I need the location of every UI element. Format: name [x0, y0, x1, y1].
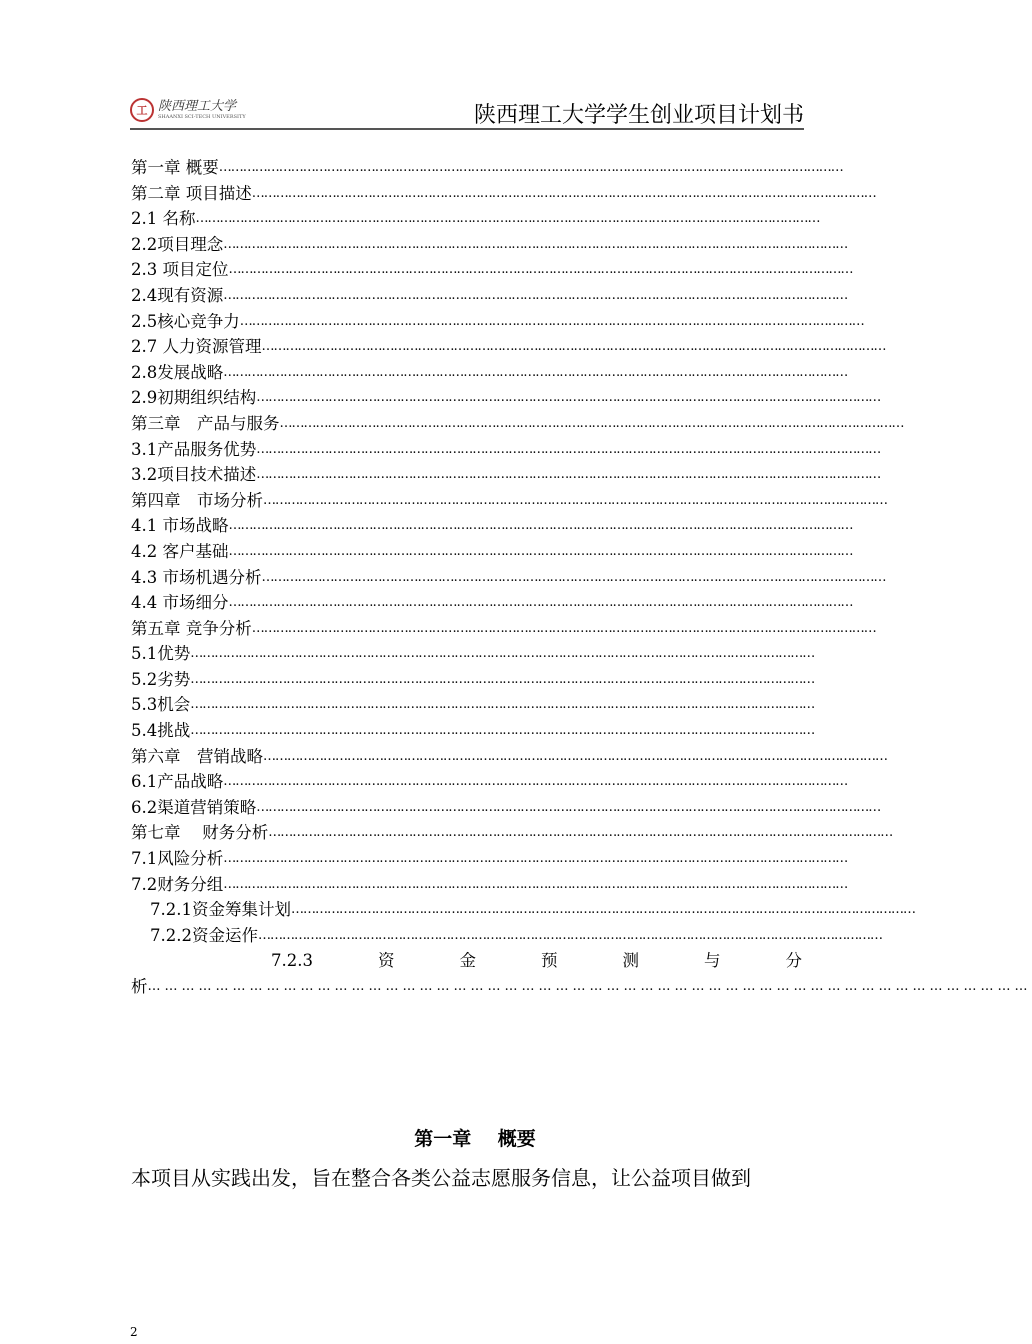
toc-leader: ………………………………………………………………………………………………………………………………………… — [223, 851, 848, 867]
toc-entry[interactable] — [131, 488, 887, 514]
toc-entry-text: 2.3 项目定位 — [131, 260, 229, 280]
toc-entry[interactable] — [131, 948, 802, 974]
toc-entry-text: 3.1产品服务优势 — [131, 439, 257, 459]
toc-entry[interactable] — [131, 309, 864, 335]
toc-entry-text: 2.7 人力资源管理 — [131, 337, 262, 357]
toc-entry-text: 5.4挑战 — [131, 721, 191, 741]
toc-entry-text: 4.1 市场战略 — [131, 516, 229, 536]
toc-leader: ………………………………………………………………………………………………………………………………………… — [190, 646, 815, 662]
toc-leader: ………………………………………………………………………………………………………………………………………… — [251, 185, 876, 201]
toc-leader: ………………………………………………………………………………………………………………………………………… — [239, 313, 864, 329]
toc-entry-text: 析 — [131, 977, 148, 996]
toc-leader: ………………………………………………………………………………………………………………………………………… — [261, 339, 886, 355]
toc-leader: ………………………………………………………………………………………………………………………………………… — [190, 697, 815, 713]
toc-leader: ………………………………………………………………………………………………………………………………………… — [256, 467, 881, 483]
toc-entry[interactable] — [131, 283, 848, 309]
toc-entry-text: 分 — [785, 951, 802, 971]
toc-leader: ………………………………………………………………………………………………………………………………………… — [223, 364, 848, 380]
toc-entry[interactable] — [131, 155, 843, 181]
toc-entry-text: 第四章 市场分析 — [131, 490, 263, 510]
toc-entry-text: 与 — [703, 951, 721, 971]
toc-entry[interactable] — [131, 923, 882, 949]
toc-leader: ………………………………………………………………………………………………………………………………………… — [195, 211, 820, 227]
toc-entry-text: 测 — [622, 951, 639, 971]
toc-entry[interactable] — [131, 565, 886, 591]
toc-entry[interactable] — [131, 181, 876, 207]
toc-entry[interactable] — [131, 692, 815, 718]
toc-leader: ………………………………………………………………………………………………………………………………………… — [223, 287, 848, 303]
toc-entry[interactable] — [131, 590, 853, 616]
toc-entry-text: 资 — [377, 951, 395, 971]
toc-entry-text: 2.1 名称 — [131, 209, 196, 229]
toc-entry-text: 第三章 产品与服务 — [131, 413, 280, 433]
toc-leader: ………………………………………………………………………………………………………………………………………… — [256, 441, 881, 457]
toc-leader: ………………………………………………………………………………………………………………………………………… — [223, 236, 848, 252]
toc-entry-text: 7.1风险分析 — [131, 849, 224, 869]
toc-entry[interactable] — [131, 846, 848, 872]
toc-entry-text: 预 — [540, 951, 558, 971]
toc-entry[interactable] — [131, 385, 881, 411]
toc-entry-text: 4.3 市场机遇分析 — [131, 567, 262, 587]
toc-entry[interactable] — [131, 872, 848, 898]
page-number: 2 — [130, 1325, 138, 1339]
toc-entry-text: 第一章 概要 — [131, 158, 219, 177]
toc-entry-text: 第六章 营销战略 — [131, 746, 263, 766]
toc-leader: ………………………………………………………………………………………………………………………………………… — [228, 262, 853, 278]
toc-entry-text: 第七章 财务分析 — [131, 823, 269, 843]
toc-entry-text: 7.2财务分组 — [131, 874, 224, 894]
toc-entry-text: 3.2项目技术描述 — [131, 465, 257, 485]
toc-leader: ………………………………………………………………………………………………………………………………………… — [279, 415, 904, 431]
toc-entry[interactable] — [131, 641, 815, 667]
toc-leader: ………………………………………………………………………………………………………………………………………… — [223, 876, 848, 892]
toc-entry[interactable] — [131, 539, 853, 565]
toc-entry-text: 4.2 客户基础 — [131, 541, 229, 561]
toc-entry-text: 5.2劣势 — [131, 669, 191, 689]
toc-entry-text: 6.1产品战略 — [131, 772, 224, 792]
toc-entry[interactable] — [131, 769, 848, 795]
page-header — [130, 96, 804, 130]
toc-entry[interactable] — [131, 513, 853, 539]
toc-entry[interactable] — [131, 795, 881, 821]
toc-entry-text: 2.5核心竞争力 — [131, 311, 240, 331]
toc-leader: ………………………………………………………………………………………………………………………………………… — [263, 748, 887, 764]
table-of-contents — [131, 155, 1032, 1000]
toc-leader: ………………………………………………………………………………………………………………………………………… — [261, 569, 886, 585]
toc-leader: ………………………………………………………………………………………………………………………………………… — [257, 927, 882, 943]
toc-leader: ………………………………………………………………………………………………………………………………………… — [223, 774, 848, 790]
toc-entry[interactable] — [131, 667, 815, 693]
toc-entry[interactable] — [131, 206, 820, 232]
toc-leader: ………………………………………………………………………………………………………………………………………… — [228, 518, 853, 534]
toc-entry-text: 金 — [459, 951, 476, 971]
toc-entry[interactable] — [131, 232, 848, 258]
toc-leader: ………………………………………………………………………………………………………………………………………… — [147, 979, 1032, 994]
chapter-title: 第一章 概要 — [414, 1128, 536, 1150]
toc-leader: ………………………………………………………………………………………………………………………………………… — [228, 543, 853, 559]
toc-entry[interactable] — [131, 897, 915, 923]
toc-entry-text: 7.2.2资金运作 — [150, 925, 258, 945]
toc-leader: ………………………………………………………………………………………………………………………………………… — [190, 723, 815, 739]
toc-entry-text: 2.9初期组织结构 — [131, 388, 257, 408]
toc-entry-text: 7.2.3 — [271, 951, 313, 971]
toc-leader: ………………………………………………………………………………………………………………………………………… — [256, 390, 881, 406]
toc-leader: ………………………………………………………………………………………………………………………………………… — [251, 620, 876, 636]
toc-entry-text: 4.4 市场细分 — [131, 593, 229, 613]
toc-entry[interactable] — [131, 411, 904, 437]
toc-entry[interactable] — [131, 462, 881, 488]
body-paragraph: 本项目从实践出发，旨在整合各类公益志愿服务信息，让公益项目做到 — [131, 1166, 751, 1190]
toc-entry[interactable] — [131, 820, 893, 846]
logo-english-name: SHAANXI SCI-TECH UNIVERSITY — [158, 114, 246, 120]
toc-entry-text: 2.8发展战略 — [131, 362, 224, 382]
toc-entry[interactable] — [131, 718, 815, 744]
toc-entry[interactable] — [131, 437, 881, 463]
toc-entry-text: 第五章 竞争分析 — [131, 618, 252, 638]
university-logo — [130, 98, 246, 122]
toc-entry-text: 5.1优势 — [131, 644, 191, 664]
toc-entry-continuation[interactable] — [131, 974, 1032, 1000]
toc-leader: ………………………………………………………………………………………………………………………………………… — [190, 671, 815, 687]
toc-leader: ………………………………………………………………………………………………………………………………………… — [268, 825, 893, 841]
university-seal-icon: 工 — [130, 98, 154, 122]
toc-entry-text: 5.3机会 — [131, 695, 191, 715]
toc-leader: ………………………………………………………………………………………………………………………………………… — [228, 595, 853, 611]
toc-entry-text: 2.4现有资源 — [131, 285, 224, 305]
toc-entry[interactable] — [131, 334, 886, 360]
toc-entry-text: 6.2渠道营销策略 — [131, 797, 257, 817]
toc-entry[interactable] — [131, 616, 876, 642]
toc-entry-text: 2.2项目理念 — [131, 234, 224, 254]
toc-entry-text: 第二章 项目描述 — [131, 183, 252, 203]
toc-entry[interactable] — [131, 360, 848, 386]
toc-leader: ………………………………………………………………………………………………………………………………………… — [290, 902, 915, 918]
logo-chinese-name: 陕西理工大学 — [158, 99, 237, 114]
toc-entry[interactable] — [131, 257, 853, 283]
toc-leader: ………………………………………………………………………………………………………………………………………… — [218, 160, 843, 175]
toc-entry[interactable] — [131, 744, 887, 770]
header-title: 陕西理工大学学生创业项目计划书 — [473, 103, 804, 128]
toc-leader: ………………………………………………………………………………………………………………………………………… — [256, 799, 881, 815]
toc-leader: ………………………………………………………………………………………………………………………………………… — [263, 492, 887, 508]
toc-entry-text: 7.2.1资金筹集计划 — [150, 900, 291, 920]
